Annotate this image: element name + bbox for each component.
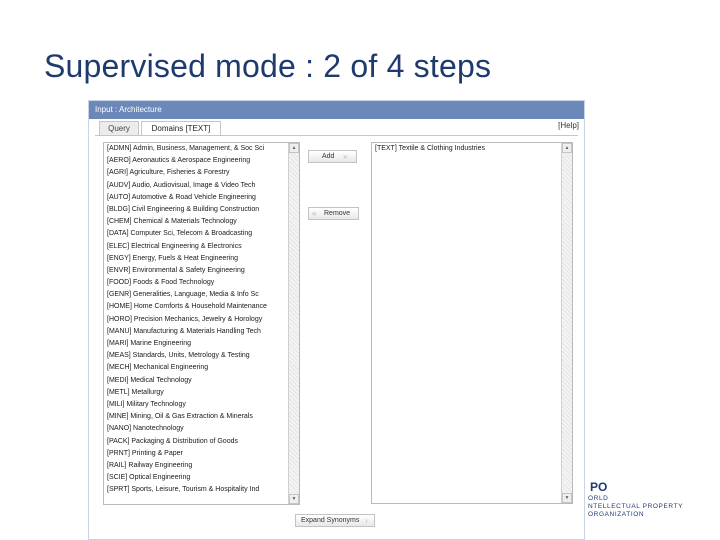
list-item[interactable]: [CHEM] Chemical & Materials Technology bbox=[107, 218, 237, 226]
scroll-down-icon[interactable]: ▼ bbox=[289, 494, 299, 504]
list-item[interactable]: [METL] Metallurgy bbox=[107, 388, 164, 396]
list-item[interactable]: [MANU] Manufacturing & Materials Handling Tech bbox=[107, 327, 261, 335]
list-item[interactable]: [GENR] Generalities, Language, Media & Info Sc bbox=[107, 291, 259, 299]
list-item[interactable]: [NANO] Nanotechnology bbox=[107, 425, 184, 433]
list-item[interactable]: [MINE] Mining, Oil & Gas Extraction & Minerals bbox=[107, 413, 253, 421]
list-item[interactable]: [DATA] Computer Sci, Telecom & Broadcasting bbox=[107, 230, 253, 238]
logo-line-2: NTELLECTUAL PROPERTY bbox=[588, 503, 684, 510]
selected-listbox[interactable] bbox=[371, 142, 573, 504]
remove-button[interactable] bbox=[308, 207, 359, 220]
list-item[interactable]: [ADMN] Admin, Business, Management, & Soc Sci bbox=[107, 145, 265, 152]
list-item[interactable]: [MARI] Marine Engineering bbox=[107, 340, 192, 347]
list-item[interactable]: [MILI] Military Technology bbox=[107, 400, 186, 408]
panel-header: Input : Architecture bbox=[89, 101, 584, 119]
domains-listbox[interactable] bbox=[103, 142, 300, 505]
logo-line-1: ORLD bbox=[588, 495, 609, 502]
add-button-label: Add bbox=[322, 153, 335, 160]
list-item[interactable]: [AERO] Aeronautics & Aerospace Engineering bbox=[107, 157, 251, 165]
list-item[interactable]: [MECH] Mechanical Engineering bbox=[107, 364, 209, 372]
remove-button-label: Remove bbox=[324, 210, 351, 217]
scroll-up-icon[interactable]: ▲ bbox=[562, 143, 572, 153]
logo-line-3: ORGANIZATION bbox=[588, 511, 645, 518]
list-item[interactable]: [PRNT] Printing & Paper bbox=[107, 449, 183, 457]
logo-mark: PO bbox=[590, 480, 608, 494]
scroll-down-icon[interactable]: ▼ bbox=[562, 493, 572, 503]
scroll-up-icon[interactable]: ▲ bbox=[289, 143, 299, 153]
expand-synonyms-button[interactable] bbox=[295, 514, 375, 527]
slide-title: Supervised mode : 2 of 4 steps bbox=[44, 48, 492, 84]
arrow-left-icon: « bbox=[312, 209, 317, 218]
list-item[interactable]: [FOOD] Foods & Food Technology bbox=[107, 279, 215, 287]
domains-scrollbar[interactable] bbox=[288, 143, 299, 504]
list-item[interactable]: [BLDG] Civil Engineering & Building Construction bbox=[107, 205, 260, 213]
list-item[interactable]: [MEAS] Standards, Units, Metrology & Testing bbox=[107, 352, 250, 360]
help-link[interactable]: [Help] bbox=[558, 121, 579, 130]
list-item[interactable]: [ELEC] Electrical Engineering & Electronics bbox=[107, 242, 242, 250]
list-item[interactable]: [SCIE] Optical Engineering bbox=[107, 474, 191, 482]
tab-domains[interactable]: Domains [TEXT] bbox=[141, 121, 221, 136]
list-item[interactable]: [AUDV] Audio, Audiovisual, Image & Video Tech bbox=[107, 181, 256, 189]
list-item[interactable]: [AUTO] Automotive & Road Vehicle Engineering bbox=[107, 193, 256, 201]
list-item[interactable]: [ENVR] Environmental & Safety Engineering bbox=[107, 266, 245, 274]
list-item[interactable]: [HOME] Home Comforts & Household Maintenance bbox=[107, 303, 267, 311]
domains-list bbox=[104, 143, 287, 504]
arrow-right-icon: › bbox=[365, 516, 368, 525]
arrow-right-icon: » bbox=[343, 152, 348, 161]
search-panel bbox=[88, 100, 585, 540]
list-item[interactable]: [RAIL] Railway Engineering bbox=[107, 461, 193, 469]
list-item[interactable]: [ENGY] Energy, Fuels & Heat Engineering bbox=[107, 254, 238, 262]
selected-scrollbar[interactable] bbox=[561, 143, 572, 503]
list-item[interactable]: [MEDI] Medical Technology bbox=[107, 376, 192, 384]
tab-divider bbox=[95, 135, 578, 136]
list-item[interactable]: [TEXT] Textile & Clothing Industries bbox=[375, 145, 485, 152]
add-button[interactable] bbox=[308, 150, 357, 163]
list-item[interactable]: [HORO] Precision Mechanics, Jewelry & Horology bbox=[107, 315, 263, 323]
list-item[interactable]: [PACK] Packaging & Distribution of Goods bbox=[107, 437, 238, 445]
tab-query[interactable]: Query bbox=[99, 121, 139, 135]
list-item[interactable]: [AGRI] Agriculture, Fisheries & Forestry bbox=[107, 169, 230, 177]
list-item[interactable]: [SPRT] Sports, Leisure, Tourism & Hospitality Ind bbox=[107, 486, 260, 494]
selected-list bbox=[372, 143, 560, 503]
tab-strip bbox=[89, 119, 584, 135]
expand-synonyms-label: Expand Synonyms bbox=[301, 517, 360, 524]
